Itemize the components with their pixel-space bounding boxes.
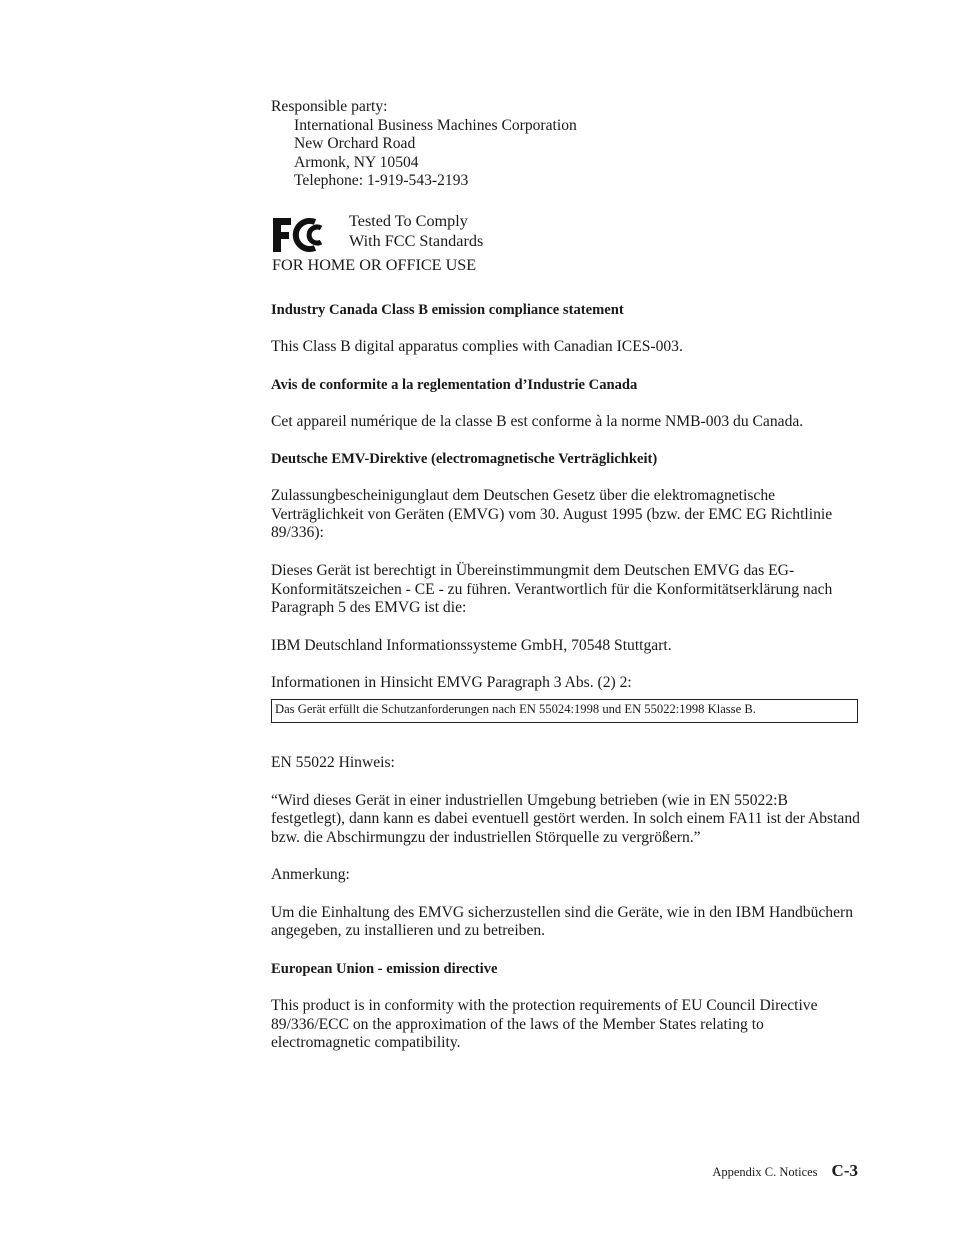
germany-paragraph-1: Zulassungbescheinigunglaut dem Deutschen Gesetz über die elektromagnetische Verträglichkeit von Geräten (EMVG) vom 30. August 1995 (bzw. der EMC EG Richtlinie 89/336): [271, 487, 833, 542]
fcc-use: FOR HOME OR OFFICE USE [272, 255, 477, 274]
emvg-notice-box: Das Gerät erfüllt die Schutzanforderungen nach EN 55024:1998 und EN 55022:1998 Klasse B. [271, 699, 858, 723]
page-number: C-3 [831, 1161, 858, 1180]
canada-fr-heading: Avis de conformite a la reglementation d’Industrie Canada [271, 376, 638, 393]
eu-heading: European Union - emission directive [271, 961, 498, 978]
address-line: Telephone: 1-919-543-2193 [294, 172, 469, 190]
address-line: New Orchard Road [294, 135, 416, 153]
eu-text: This product is in conformity with the protection requirements of EU Council Directive 89/336/ECC on the approximation of the laws of the Member States relating to electromagnetic compatibility. [271, 997, 818, 1052]
page-content [271, 98, 861, 1053]
canada-fr-text: Cet appareil numérique de la classe B est conforme à la norme NMB-003 du Canada. [271, 412, 804, 430]
address-line: International Business Machines Corporation [294, 116, 577, 134]
address-line: Armonk, NY 10504 [294, 153, 419, 171]
germany-paragraph-3: IBM Deutschland Informationssysteme GmbH, 70548 Stuttgart. [271, 636, 672, 654]
fcc-statement [349, 211, 483, 251]
germany-paragraph-5: EN 55022 Hinweis: [271, 753, 395, 771]
fcc-line-1: Tested To Comply [349, 211, 468, 230]
germany-heading: Deutsche EMV-Direktive (electromagnetische Verträglichkeit) [271, 451, 658, 468]
germany-paragraph-4: Informationen in Hinsicht EMVG Paragraph 3 Abs. (2) 2: [271, 674, 632, 692]
footer-section: Appendix C. Notices [712, 1165, 818, 1179]
canada-text: This Class B digital apparatus complies with Canadian ICES-003. [271, 337, 683, 355]
fcc-mark [271, 210, 861, 280]
germany-paragraph-7: Anmerkung: [271, 866, 350, 884]
germany-paragraph-2: Dieses Gerät ist berechtigt in Übereinstimmungmit dem Deutschen EMVG das EG-Konformitätszeichen - CE - zu führen. Verantwortlich für die Konformitätserklärung nach Paragraph 5 des EMVG ist die: [271, 561, 833, 617]
germany-paragraph-6: “Wird dieses Gerät in einer industriellen Umgebung betrieben (wie in EN 55022:B festgetlegt), dann kann es dabei eventuell gestört werden. In solch einem FA11 ist der Abstand bzw. die Abschirmungzu der industriellen Störquelle zu vergrößern.” [271, 791, 860, 846]
page-footer [0, 1161, 858, 1181]
fcc-line-2: With FCC Standards [349, 231, 484, 250]
responsible-label: Responsible party: [271, 98, 388, 115]
germany-paragraph-8: Um die Einhaltung des EMVG sicherzustellen sind die Geräte, wie in den IBM Handbüchern angegeben, zu installieren und zu betreiben. [271, 903, 854, 940]
canada-heading: Industry Canada Class B emission compliance statement [271, 301, 624, 318]
responsible-party [271, 98, 861, 191]
fcc-logo-icon [271, 216, 327, 254]
